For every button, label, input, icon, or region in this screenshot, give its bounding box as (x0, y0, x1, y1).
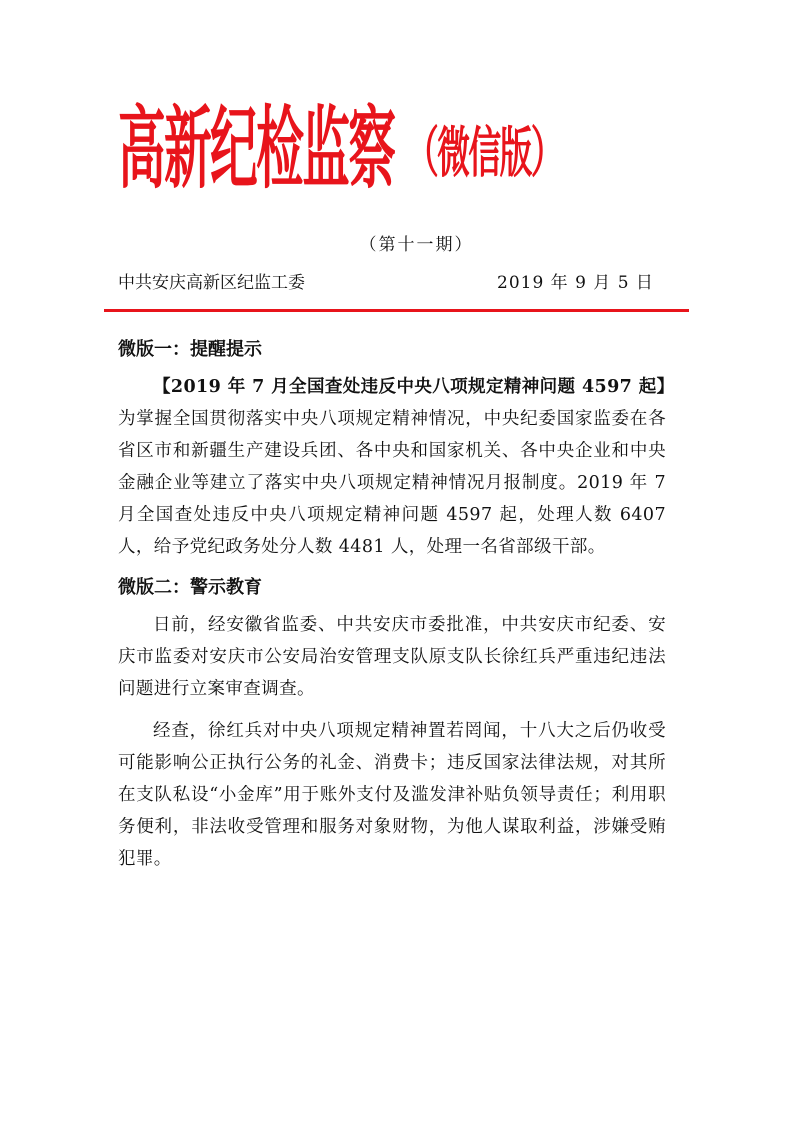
header-divider (104, 309, 689, 312)
section-title-1: 微版一：提醒提示 (118, 339, 262, 360)
paragraph-text: 日前，经安徽省监委、中共安庆市委批准，中共安庆市纪委、安庆市监委对安庆市公安局治安管理支队原支队长徐红兵严重违纪违法问题进行立案审查调查。 (118, 615, 666, 699)
paragraph-text: 经查，徐红兵对中央八项规定精神置若罔闻，十八大之后仍收受可能影响公正执行公务的礼金、消费卡；违反国家法律法规，对其所在支队私设“小金库”用于账外支付及滥发津补贴负领导责任；利用职务便利，非法收受管理和服务对象财物，为他人谋取利益，涉嫌受贿犯罪。 (118, 721, 666, 869)
masthead-subtitle: （微信版） (406, 120, 563, 185)
section-2-paragraph-2 (118, 715, 666, 875)
masthead-title: 高新纪检监察 (118, 95, 395, 202)
paragraph-lead: 【2019 年 7 月全国查处违反中央八项规定精神问题 4597 起】 (153, 377, 675, 397)
publisher: 中共安庆高新区纪监工委 (118, 273, 305, 293)
document-body (118, 335, 675, 875)
section-title-2: 微版二：警示教育 (118, 577, 262, 598)
publish-date: 2019 年 9 月 5 日 (497, 273, 654, 293)
section-2-paragraph-1 (118, 609, 666, 705)
issue-number (0, 230, 793, 255)
issue-number-text: （第十一期） (359, 235, 474, 255)
section-1-paragraph (118, 371, 675, 563)
masthead (118, 95, 678, 214)
paragraph-text: 为掌握全国贯彻落实中央八项规定精神情况，中央纪委国家监委在各省区市和新疆生产建设兵团、各中央和国家机关、各中央企业和中央金融企业等建立了落实中央八项规定精神情况月报制度。2019 年 7 月全国查处违反中央八项规定精神问题 4597 起，处理人数 6407 人，给予党纪政务处分人数 4481 人，处理一名省部级干部。 (118, 409, 666, 557)
